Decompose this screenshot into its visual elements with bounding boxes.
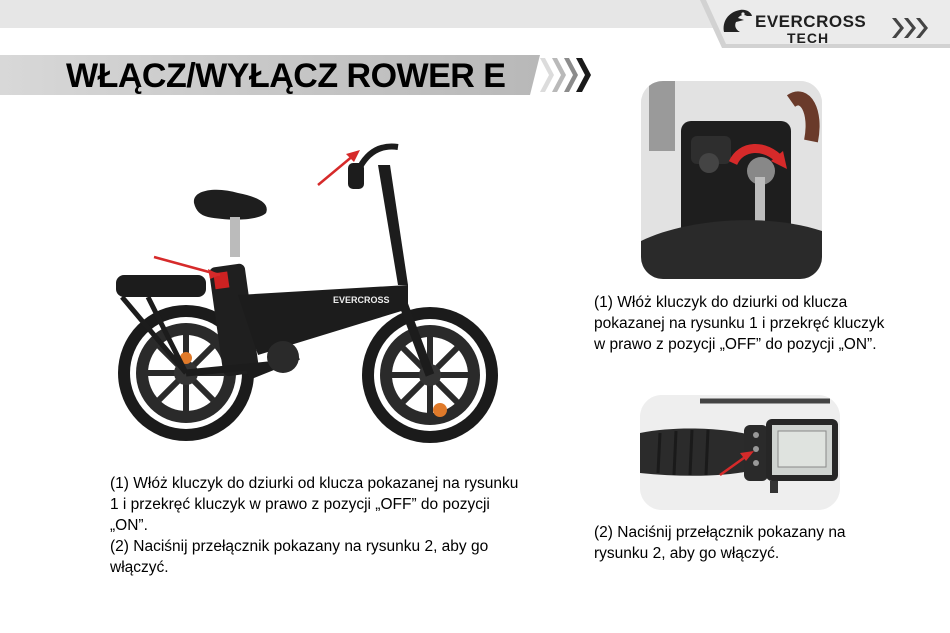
brand-line1: EVERCROSS [755, 12, 867, 31]
display-illustration [640, 395, 840, 510]
frame-logo: EVERCROSS [333, 295, 390, 305]
brand-logo [755, 13, 866, 45]
figure1-caption-text: (1) Włóż kluczyk do dziurki od klucza pokazanej na rysunku 1 i przekręć kluczyk w prawo z pozycji „OFF” do pozycji „ON”. [594, 294, 885, 353]
figure1-caption [594, 292, 894, 355]
instruction-step2: (2) Naciśnij przełącznik pokazany na rysunku 2, aby go włączyć. [110, 538, 489, 576]
page-title: WŁĄCZ/WYŁĄCZ ROWER E [66, 57, 506, 95]
figure2-caption-text: (2) Naciśnij przełącznik pokazany na rysunku 2, aby go włączyć. [594, 524, 846, 562]
left-instructions [110, 473, 520, 578]
horse-head-icon [720, 6, 754, 36]
e-bike-image [108, 125, 500, 445]
brand-line2: TECH [787, 30, 830, 46]
instruction-step1: (1) Włóż kluczyk do dziurki od klucza pokazanej na rysunku 1 i przekręć kluczyk w prawo z pozycji „OFF” do pozycji „ON”. [110, 475, 519, 534]
battery-key-photo [641, 81, 822, 279]
battery-key-illustration [641, 81, 822, 279]
display-switch-photo [640, 395, 840, 510]
figure2-caption [594, 522, 894, 564]
